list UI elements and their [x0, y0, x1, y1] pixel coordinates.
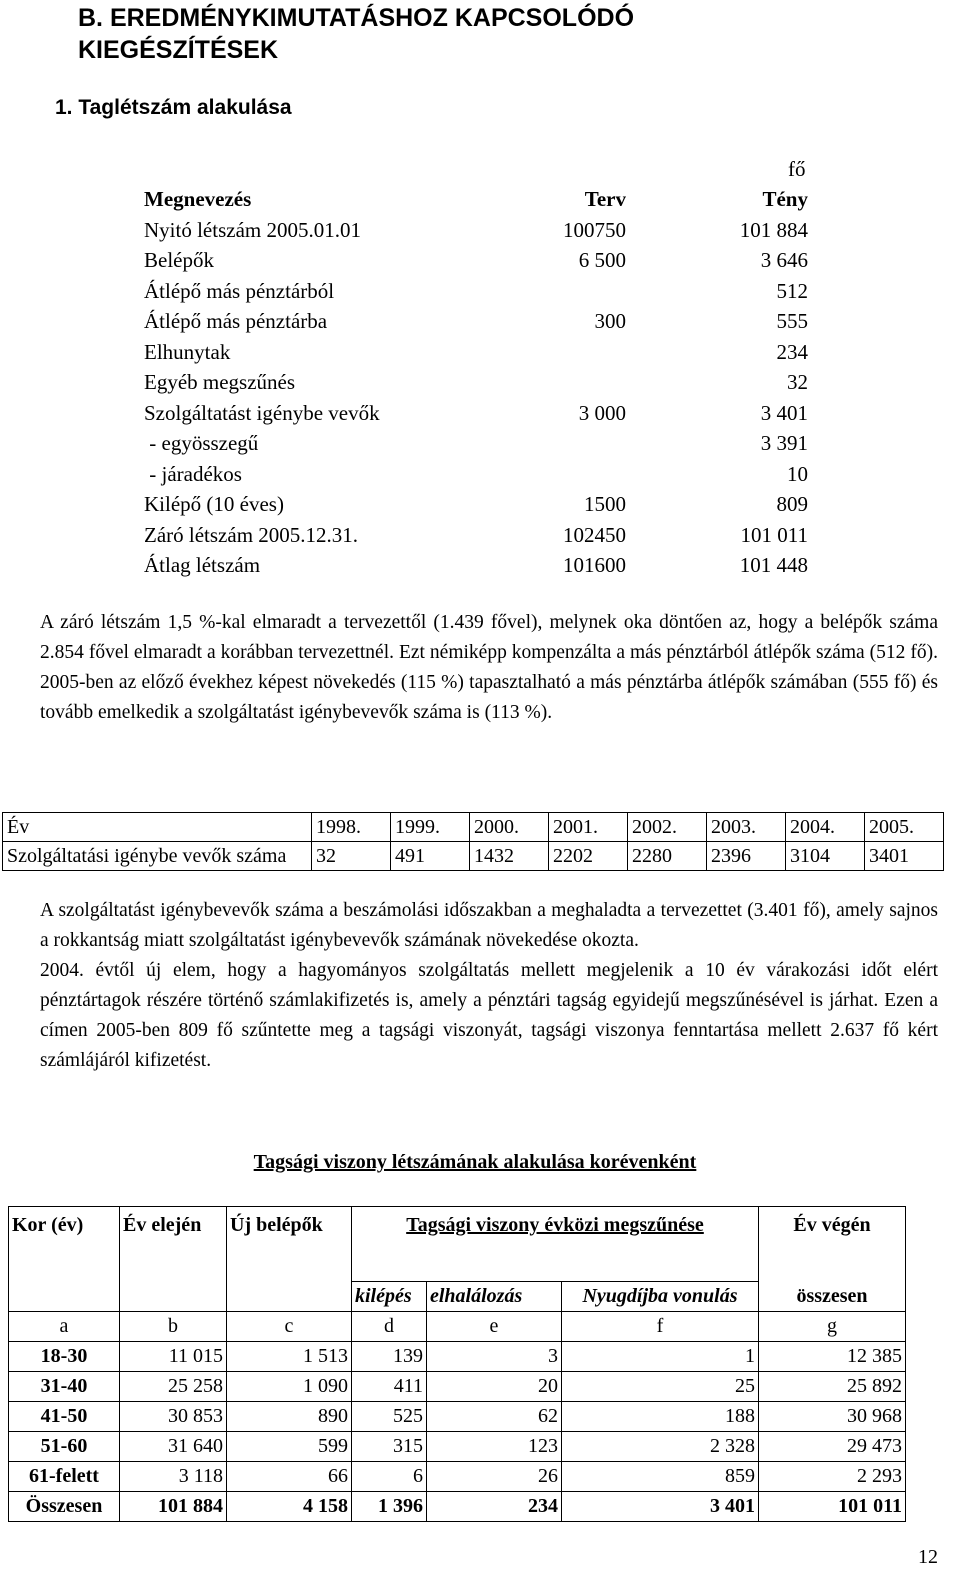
row-label: Egyéb megszűnés [144, 370, 296, 394]
service-users-table [2, 812, 944, 871]
table-row [9, 1432, 906, 1462]
plan-value [447, 276, 629, 307]
actual-value: 555 [776, 309, 808, 333]
table-row [141, 306, 811, 337]
table-row [9, 1342, 906, 1372]
year-cell: 2005. [865, 813, 944, 842]
year-cell: 2002. [628, 813, 707, 842]
plan-value: 300 [594, 309, 626, 333]
table-row [141, 550, 811, 581]
value-cell: 2 293 [759, 1462, 906, 1492]
total-cell: 3 401 [562, 1492, 759, 1522]
year-cell: 2001. [549, 813, 628, 842]
actual-value: 234 [776, 339, 808, 364]
value-cell: 1 [562, 1342, 759, 1372]
membership-table [141, 184, 811, 581]
subtitle: 1. Taglétszám alakulása [55, 96, 292, 119]
actual-value: 101 884 [739, 217, 808, 242]
paragraph-account-payout: 2004. évtől új elem, hogy a hagyományos szolgáltatás mellett megjelenik a 10 év várakozási időt elért pénztártagok részére történő számlakifizetés is, amely a pénztári tagság egyidejű megszűnésével is járhat. Ezen a címen 2005-ben 809 fő szűntette meg a tagsági viszonyát, tagsági viszonya fenntartása mellett 2.637 fő kért számlájáról kifizetést. [40, 960, 938, 1071]
value-cell: 1 090 [227, 1372, 352, 1402]
header-age: Kor (év) [9, 1207, 120, 1282]
plan-value [447, 428, 629, 459]
header-cell: Terv [584, 187, 626, 211]
value-cell: 11 015 [120, 1342, 227, 1372]
value-cell: 30 968 [759, 1402, 906, 1432]
actual-value: 3 391 [760, 431, 808, 455]
plan-value [447, 367, 629, 398]
header-pension: Nyugdíjba vonulás [562, 1282, 759, 1312]
count-cell: 3401 [865, 842, 944, 871]
count-cell: 1432 [470, 842, 549, 871]
actual-value: 101 448 [739, 553, 808, 577]
count-label: Szolgáltatási igénybe vevők száma [3, 842, 312, 871]
table-row [141, 428, 811, 459]
letter-cell: g [759, 1312, 906, 1342]
actual-value: 512 [776, 278, 808, 303]
plan-value: 6 500 [578, 248, 626, 272]
header-termination [352, 1207, 759, 1282]
year-cell: 1999. [391, 813, 470, 842]
row-label: Szolgáltatást igénybe vevők [144, 400, 380, 425]
count-cell: 491 [391, 842, 470, 871]
value-cell: 6 [352, 1462, 427, 1492]
count-cell: 32 [312, 842, 391, 871]
plan-value: 102450 [563, 522, 626, 547]
plan-value: 100750 [563, 217, 626, 242]
actual-value: 3 401 [760, 400, 808, 425]
header-total: összesen [759, 1282, 906, 1312]
age-group: 61-felett [9, 1462, 120, 1492]
totals-label: Összesen [9, 1492, 120, 1522]
table-row [141, 245, 811, 276]
table-row [141, 337, 811, 368]
row-label: - járadékos [144, 461, 242, 486]
value-cell: 12 385 [759, 1342, 906, 1372]
letter-cell: e [427, 1312, 562, 1342]
value-cell: 890 [227, 1402, 352, 1432]
row-label: Záró létszám 2005.12.31. [144, 522, 359, 547]
total-cell: 101 884 [120, 1492, 227, 1522]
header-new: Új belépők [227, 1207, 352, 1282]
letter-cell: d [352, 1312, 427, 1342]
header-row-1 [9, 1207, 906, 1282]
value-cell: 31 640 [120, 1432, 227, 1462]
table-caption: Tagsági viszony létszámának alakulása korévenként [253, 1151, 697, 1173]
age-group: 31-40 [9, 1372, 120, 1402]
unit-label: fő [788, 157, 806, 181]
row-label: Belépők [144, 248, 214, 272]
age-group-table [8, 1206, 906, 1522]
count-cell: 2280 [628, 842, 707, 871]
header-cell: Tény [762, 187, 808, 211]
header-termination-label: Tagsági viszony évközi megszűnése [406, 1214, 704, 1236]
actual-value: 3 646 [760, 248, 808, 272]
value-cell: 139 [352, 1342, 427, 1372]
row-label: Átlag létszám [144, 553, 261, 577]
table-row [141, 276, 811, 307]
year-cell: 2003. [707, 813, 786, 842]
plan-value: 101600 [563, 553, 626, 577]
value-cell: 2 328 [562, 1432, 759, 1462]
actual-value: 32 [787, 370, 808, 394]
total-cell: 4 158 [227, 1492, 352, 1522]
totals-row [9, 1492, 906, 1522]
paragraph-membership: A záró létszám 1,5 %-kal elmaradt a tervezettől (1.439 fővel), melynek oka döntően az, hogy a belépők száma 2.854 fővel elmaradt a korábban tervezettnél. Ezt némiképp kompenzálta a más pénztárból átlépők száma (512 fő). 2005-ben az előző évekhez képest növekedés (115 %) tapasztalható a más pénztárba átlépők számában (555 fő) és tovább emelkedik a szolgáltatást igénybevevők száma is (113 %). [40, 612, 938, 723]
table-row [141, 489, 811, 520]
row-label: Nyitó létszám 2005.01.01 [144, 217, 361, 242]
count-cell: 2396 [707, 842, 786, 871]
value-cell: 315 [352, 1432, 427, 1462]
count-cell: 3104 [786, 842, 865, 871]
plan-value: 1500 [584, 492, 626, 516]
age-group: 51-60 [9, 1432, 120, 1462]
value-cell: 188 [562, 1402, 759, 1432]
empty-cell [120, 1282, 227, 1312]
table-row [141, 367, 811, 398]
letter-cell: c [227, 1312, 352, 1342]
letter-cell: f [562, 1312, 759, 1342]
year-label: Év [3, 813, 312, 842]
header-end: Év végén [759, 1207, 906, 1282]
value-cell: 25 892 [759, 1372, 906, 1402]
year-cell: 2004. [786, 813, 865, 842]
value-cell: 859 [562, 1462, 759, 1492]
row-label: Átlépő más pénztárba [144, 309, 328, 333]
value-cell: 25 [562, 1372, 759, 1402]
value-cell: 3 118 [120, 1462, 227, 1492]
header-start: Év elején [120, 1207, 227, 1282]
row-label: Átlépő más pénztárból [144, 278, 335, 303]
year-cell: 2000. [470, 813, 549, 842]
table-row [9, 1402, 906, 1432]
value-cell: 1 513 [227, 1342, 352, 1372]
empty-cell [227, 1282, 352, 1312]
plan-value [447, 459, 629, 490]
count-row [3, 842, 944, 871]
table-row [141, 520, 811, 551]
age-group: 41-50 [9, 1402, 120, 1432]
value-cell: 525 [352, 1402, 427, 1432]
year-cell: 1998. [312, 813, 391, 842]
row-label: Elhunytak [144, 339, 231, 364]
value-cell: 599 [227, 1432, 352, 1462]
header-exit: kilépés [352, 1282, 427, 1312]
value-cell: 3 [427, 1342, 562, 1372]
empty-cell [9, 1282, 120, 1312]
value-cell: 411 [352, 1372, 427, 1402]
paragraph-block [40, 896, 938, 1076]
actual-value: 101 011 [740, 522, 808, 547]
letter-cell: a [9, 1312, 120, 1342]
value-cell: 29 473 [759, 1432, 906, 1462]
table-row [9, 1462, 906, 1492]
table-header-row [141, 184, 811, 215]
value-cell: 20 [427, 1372, 562, 1402]
table-row [9, 1372, 906, 1402]
header-row-2 [9, 1282, 906, 1312]
value-cell: 25 258 [120, 1372, 227, 1402]
value-cell: 30 853 [120, 1402, 227, 1432]
value-cell: 26 [427, 1462, 562, 1492]
letters-row [9, 1312, 906, 1342]
count-cell: 2202 [549, 842, 628, 871]
total-cell: 101 011 [759, 1492, 906, 1522]
actual-value: 10 [787, 461, 808, 486]
value-cell: 123 [427, 1432, 562, 1462]
total-cell: 1 396 [352, 1492, 427, 1522]
plan-value: 3 000 [578, 400, 626, 425]
page-number: 12 [918, 1546, 938, 1568]
table-row [141, 459, 811, 490]
row-label: Kilépő (10 éves) [144, 492, 284, 516]
header-cell: Megnevezés [144, 187, 252, 211]
year-row [3, 813, 944, 842]
letter-cell: b [120, 1312, 227, 1342]
age-group: 18-30 [9, 1342, 120, 1372]
header-death: elhalálozás [427, 1282, 562, 1312]
table-row [141, 215, 811, 246]
actual-value: 809 [776, 492, 808, 516]
paragraph-service-users: A szolgáltatást igénybevevők száma a beszámolási időszakban a meghaladta a tervezettet (3.401 fő), amely sajnos a rokkantság miatt szolgáltatást igénybevevők számának növekedése okozta. [40, 900, 938, 951]
table-row [141, 398, 811, 429]
plan-value [447, 337, 629, 368]
value-cell: 62 [427, 1402, 562, 1432]
row-label: - egyösszegű [144, 431, 259, 455]
total-cell: 234 [427, 1492, 562, 1522]
section-title: B. EREDMÉNYKIMUTATÁSHOZ KAPCSOLÓDÓ KIEGÉSZÍTÉSEK [78, 4, 635, 64]
value-cell: 66 [227, 1462, 352, 1492]
